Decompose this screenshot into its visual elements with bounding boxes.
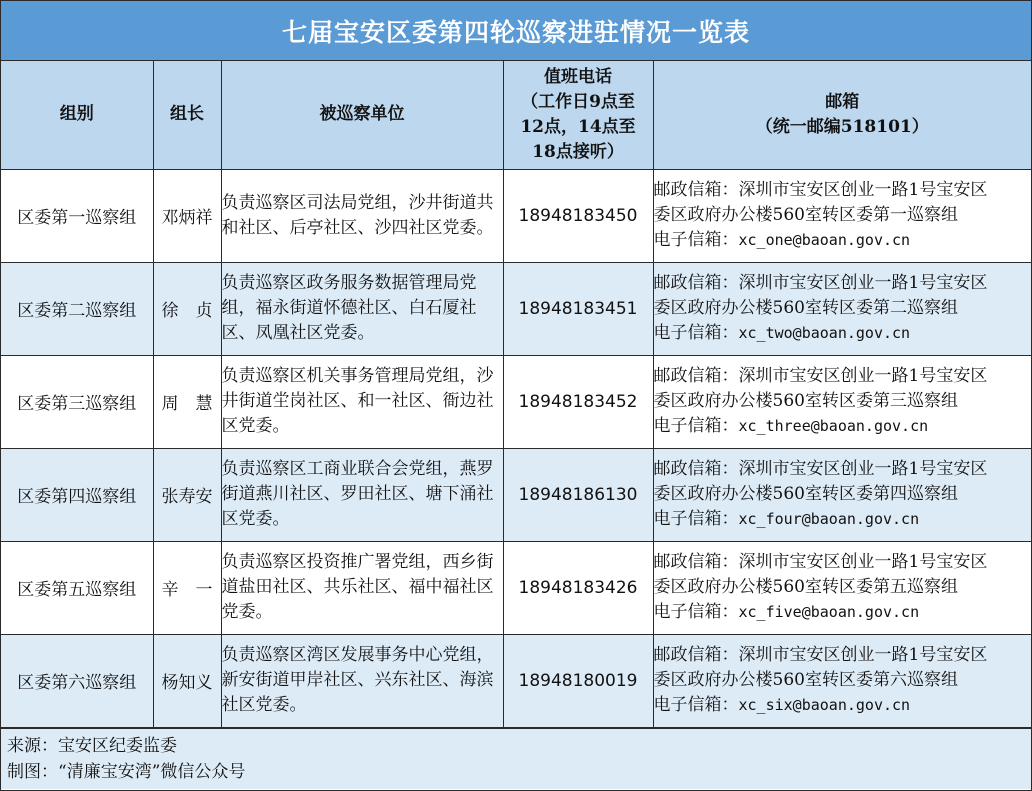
mailbox xyxy=(653,262,1031,355)
mailbox xyxy=(653,541,1031,634)
duty-phone: 18948183450 xyxy=(503,169,653,262)
group-leader: 辛 一 xyxy=(153,541,221,634)
email-address[interactable]: xc_four@baoan.gov.cn xyxy=(738,510,920,528)
header-mail xyxy=(653,61,1031,169)
postal-mailbox-line-2: 委区政府办公楼560室转区委第三巡察组 xyxy=(653,391,958,411)
group-leader: 邓炳祥 xyxy=(153,169,221,262)
duty-phone: 18948183426 xyxy=(503,541,653,634)
group-name: 区委第二巡察组 xyxy=(1,262,153,355)
group-leader: 杨知义 xyxy=(153,634,221,727)
header-mail-line-2: （统一邮编518101） xyxy=(755,116,929,137)
header-phone-line-1: 值班电话 xyxy=(544,66,612,87)
postal-mailbox-line-1: 邮政信箱：深圳市宝安区创业一路1号宝安区 xyxy=(653,366,988,386)
credit-note: 制图：“清廉宝安湾”微信公众号 xyxy=(7,761,246,782)
email-line xyxy=(654,507,1032,532)
header-mail-line-1: 邮箱 xyxy=(825,91,860,112)
table-title: 七届宝安区委第四轮巡察进驻情况一览表 xyxy=(1,1,1031,61)
email-address[interactable]: xc_six@baoan.gov.cn xyxy=(738,696,911,714)
group-name: 区委第一巡察组 xyxy=(1,169,153,262)
email-label: 电子信箱： xyxy=(653,695,739,715)
table-row xyxy=(1,169,1031,262)
duty-phone: 18948183452 xyxy=(503,355,653,448)
table-row xyxy=(1,355,1031,448)
email-line xyxy=(654,228,1032,253)
postal-mailbox-line-2: 委区政府办公楼560室转区委第六巡察组 xyxy=(653,670,958,690)
group-name: 区委第三巡察组 xyxy=(1,355,153,448)
email-address[interactable]: xc_one@baoan.gov.cn xyxy=(738,231,911,249)
mailbox xyxy=(653,355,1031,448)
inspected-unit: 负责巡察区投资推广署党组，西乡街道盐田社区、共乐社区、福中福社区党委。 xyxy=(221,541,503,634)
postal-mailbox-line-1: 邮政信箱：深圳市宝安区创业一路1号宝安区 xyxy=(653,645,988,665)
inspected-unit: 负责巡察区湾区发展事务中心党组，新安街道甲岸社区、兴东社区、海滨社区党委。 xyxy=(221,634,503,727)
header-phone xyxy=(503,61,653,169)
header-phone-line-4: 18点接听） xyxy=(532,141,624,162)
postal-mailbox-line-2: 委区政府办公楼560室转区委第四巡察组 xyxy=(653,484,958,504)
mailbox xyxy=(653,169,1031,262)
group-leader: 周 慧 xyxy=(153,355,221,448)
header-phone-line-2: （工作日9点至 xyxy=(521,91,635,112)
header-group: 组别 xyxy=(1,61,153,169)
inspected-unit: 负责巡察区工商业联合会党组，燕罗街道燕川社区、罗田社区、塘下涌社区党委。 xyxy=(221,448,503,541)
postal-mailbox-line-1: 邮政信箱：深圳市宝安区创业一路1号宝安区 xyxy=(653,273,988,293)
group-name: 区委第四巡察组 xyxy=(1,448,153,541)
email-label: 电子信箱： xyxy=(653,509,739,529)
postal-mailbox-line-1: 邮政信箱：深圳市宝安区创业一路1号宝安区 xyxy=(653,552,988,572)
header-unit: 被巡察单位 xyxy=(221,61,503,169)
duty-phone: 18948180019 xyxy=(503,634,653,727)
postal-mailbox-line-2: 委区政府办公楼560室转区委第一巡察组 xyxy=(653,205,958,225)
email-address[interactable]: xc_two@baoan.gov.cn xyxy=(738,324,911,342)
source-note: 来源：宝安区纪委监委 xyxy=(7,735,177,756)
duty-phone: 18948183451 xyxy=(503,262,653,355)
header-row xyxy=(1,61,1031,169)
email-address[interactable]: xc_three@baoan.gov.cn xyxy=(738,417,929,435)
table-row xyxy=(1,634,1031,727)
table-row xyxy=(1,262,1031,355)
email-address[interactable]: xc_five@baoan.gov.cn xyxy=(738,603,920,621)
email-line xyxy=(654,693,1032,718)
group-leader: 徐 贞 xyxy=(153,262,221,355)
postal-mailbox-line-1: 邮政信箱：深圳市宝安区创业一路1号宝安区 xyxy=(653,180,988,200)
inspected-unit: 负责巡察区机关事务管理局党组，沙井街道坣岗社区、和一社区、衙边社区党委。 xyxy=(221,355,503,448)
mailbox xyxy=(653,448,1031,541)
group-leader: 张寿安 xyxy=(153,448,221,541)
email-label: 电子信箱： xyxy=(653,323,739,343)
group-name: 区委第五巡察组 xyxy=(1,541,153,634)
email-line xyxy=(654,600,1032,625)
email-label: 电子信箱： xyxy=(653,416,739,436)
email-label: 电子信箱： xyxy=(653,230,739,250)
email-line xyxy=(654,321,1032,346)
email-line xyxy=(654,414,1032,439)
postal-mailbox-line-1: 邮政信箱：深圳市宝安区创业一路1号宝安区 xyxy=(653,459,988,479)
email-label: 电子信箱： xyxy=(653,602,739,622)
inspected-unit: 负责巡察区政务服务数据管理局党组，福永街道怀德社区、白石厦社区、凤凰社区党委。 xyxy=(221,262,503,355)
table-row xyxy=(1,448,1031,541)
mailbox xyxy=(653,634,1031,727)
header-leader: 组长 xyxy=(153,61,221,169)
table-row xyxy=(1,541,1031,634)
inspected-unit: 负责巡察区司法局党组，沙井街道共和社区、后亭社区、沙四社区党委。 xyxy=(221,169,503,262)
postal-mailbox-line-2: 委区政府办公楼560室转区委第二巡察组 xyxy=(653,298,958,318)
table-footer xyxy=(1,728,1031,789)
duty-phone: 18948186130 xyxy=(503,448,653,541)
header-phone-line-3: 12点，14点至 xyxy=(520,116,636,137)
group-name: 区委第六巡察组 xyxy=(1,634,153,727)
inspection-table xyxy=(1,61,1031,728)
postal-mailbox-line-2: 委区政府办公楼560室转区委第五巡察组 xyxy=(653,577,958,597)
